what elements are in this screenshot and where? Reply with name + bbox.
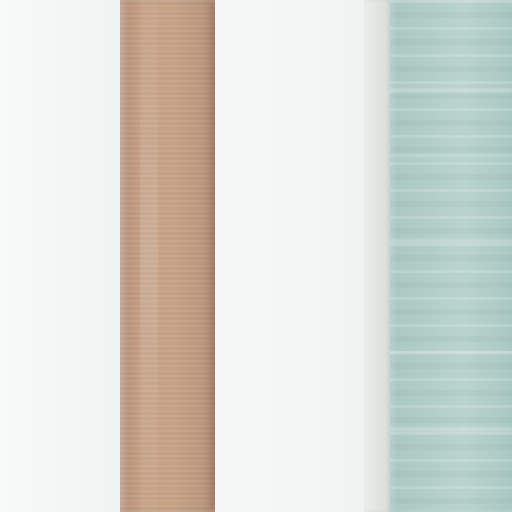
glass-streak	[390, 239, 512, 243]
left-wall	[0, 0, 124, 512]
wood-post-highlight	[140, 0, 158, 512]
glass-streak	[390, 351, 512, 354]
middle-pane	[215, 0, 368, 512]
glass-streak	[390, 427, 512, 432]
glass-streak	[390, 154, 512, 157]
tinted-glass-panel	[390, 0, 512, 512]
glass-streak	[390, 88, 512, 93]
window-frame-edge	[364, 0, 390, 512]
wood-post	[120, 0, 215, 512]
